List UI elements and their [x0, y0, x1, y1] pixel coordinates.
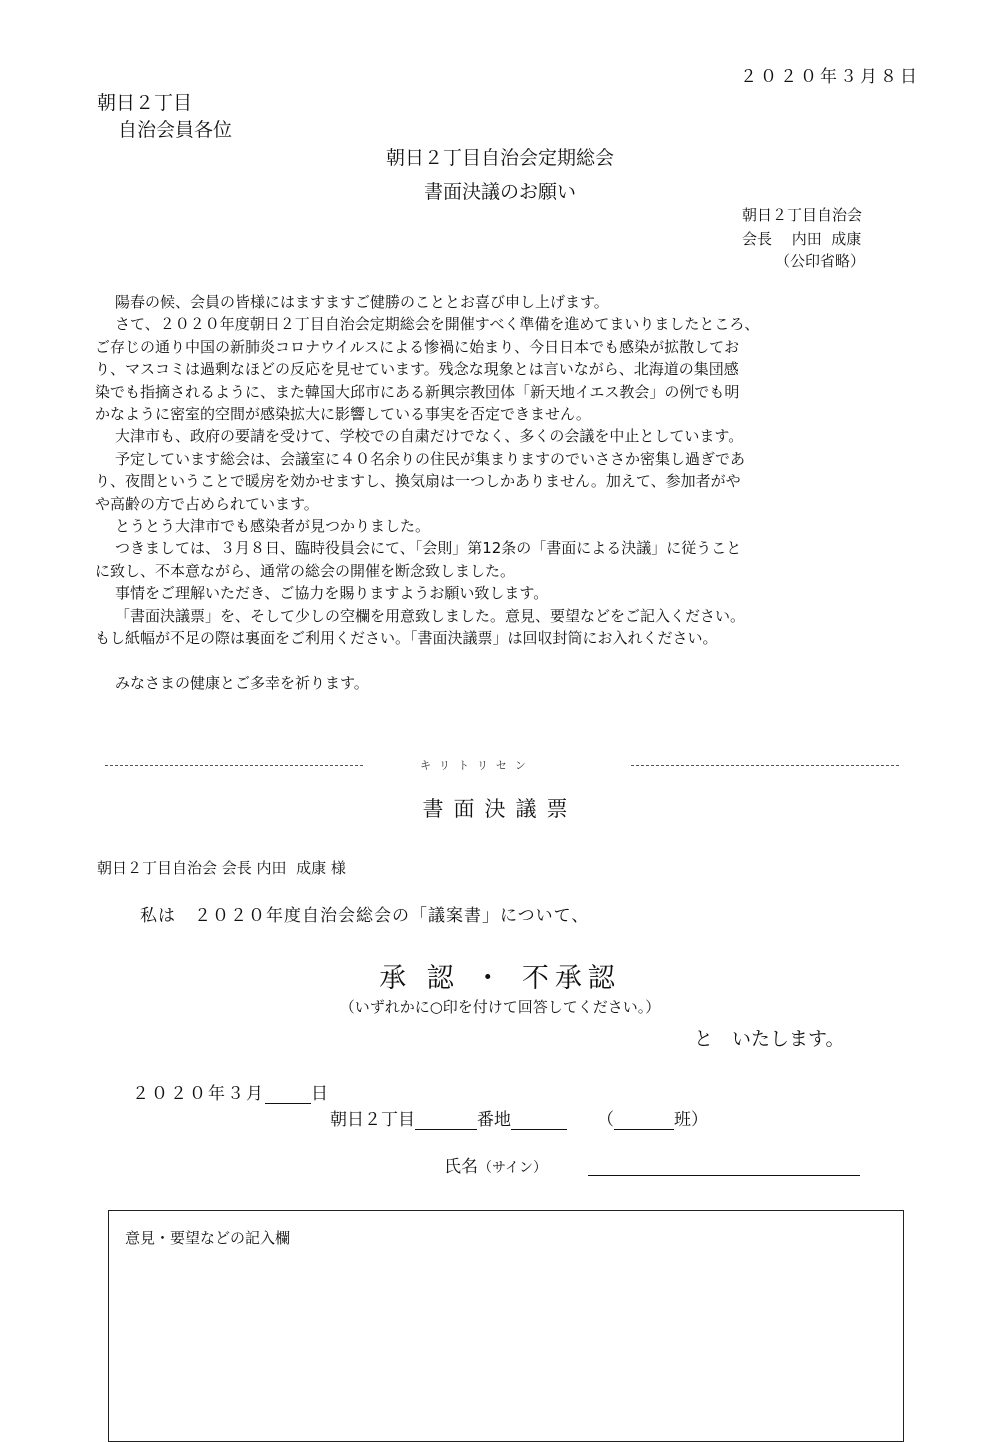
approval-choice[interactable]: 承 認 ・ 不承認 [379, 963, 621, 994]
body-line: り、マスコミは過剰なほどの反応を見せています。残念な現象とは言いながら、北海道の集団感 [95, 360, 739, 379]
date-prefix: ２０２０年３月 [132, 1084, 265, 1104]
paragraph-gap [95, 650, 915, 672]
body-line: さて、２０２０年度朝日２丁目自治会定期総会を開催すべく準備を進めてまいりましたところ、 [115, 315, 760, 334]
body-line: かなように密室的空間が感染拡大に影響している事実を否定できません。 [95, 405, 591, 424]
document-date: ２０２０年３月８日 [740, 67, 920, 87]
body-line: 「書面決議票」を、そして少しの空欄を用意致しました。意見、要望などをご記入ください。 [115, 606, 746, 625]
ballot-addressee: 朝日２丁目自治会 会長 内田 成康 様 [97, 859, 346, 877]
body-line: ご存じの通り中国の新肺炎コロナウイルスによる惨禍に始まり、今日日本でも感染が拡散してお [95, 337, 740, 356]
body-line: に致し、不本意ながら、通常の総会の開催を断念致しました。 [95, 561, 516, 580]
seal-note: （公印省略） [775, 252, 866, 270]
closing-line: みなさまの健康とご多幸を祈ります。 [115, 673, 369, 692]
paren-open: （ [597, 1110, 614, 1130]
sender-organization: 朝日２丁目自治会 [742, 206, 863, 224]
letter-body [95, 291, 915, 694]
date-suffix: 日 [311, 1084, 330, 1104]
han-label: 班） [674, 1110, 708, 1130]
body-line: 予定しています総会は、会議室に４０名余りの住民が集まりますのでいささか密集し過ぎであ [115, 449, 746, 468]
body-line: 陽春の候、会員の皆様にはますますご健勝のこととお喜び申し上げます。 [115, 293, 609, 311]
address-prefix: 朝日２丁目 [330, 1110, 415, 1130]
ballot-title: 書面決議票 [422, 797, 578, 821]
document-title: 朝日２丁目自治会定期総会 [385, 147, 614, 169]
sign-hint: （サイン） [478, 1160, 548, 1176]
body-line: もし紙幅が不足の際は裏面をご利用ください。「書面決議票」は回収封筒にお入れください。 [95, 629, 718, 648]
recipient-area: 朝日２丁目 [97, 92, 193, 114]
recipient-group: 自治会員各位 [118, 119, 233, 141]
body-line: 事情をご理解いただき、ご協力を賜りますようお願い致します。 [115, 584, 549, 603]
body-line: や高齢の方で占められています。 [95, 494, 319, 513]
block-number-field[interactable] [415, 1109, 477, 1130]
sender-name: 会長 内田 成康 [742, 230, 862, 248]
body-line: り、夜間ということで暖房を効かせますし、換気扇は一つしかありません。加えて、参加者がや [95, 472, 741, 491]
body-line: とうとう大津市でも感染者が見つかりました。 [115, 517, 431, 536]
document-subtitle: 書面決議のお願い [423, 181, 576, 203]
signature-line [444, 1152, 547, 1177]
cut-line-left [105, 765, 363, 766]
ballot-conclusion: と いたします。 [694, 1028, 845, 1050]
ballot-date [132, 1079, 330, 1104]
day-blank-field[interactable] [265, 1083, 311, 1104]
body-line: 大津市も、政府の要請を受けて、学校での自粛だけでなく、多くの会議を中止としています。 [115, 427, 744, 446]
ballot-statement: 私は ２０２０年度自治会総会の「議案書」について、 [140, 906, 590, 926]
choice-instruction: （いずれかに○印を付けて回答してください。） [339, 998, 661, 1016]
banchi-number-field[interactable] [511, 1109, 567, 1130]
han-number-field[interactable] [614, 1109, 674, 1130]
comment-box[interactable] [108, 1210, 904, 1442]
banchi-label: 番地 [477, 1110, 511, 1130]
cut-line-right [631, 765, 899, 766]
signature-field[interactable] [588, 1175, 860, 1176]
cut-line-label: キリトリセン [420, 759, 534, 772]
address-line [330, 1105, 708, 1130]
body-line: 染でも指摘されるように、また韓国大邱市にある新興宗教団体「新天地イエス教会」の例でも明 [95, 382, 740, 401]
name-label: 氏名 [444, 1157, 478, 1177]
comment-label: 意見・要望などの記入欄 [125, 1229, 291, 1247]
body-line: つきましては、３月８日、臨時役員会にて、「会則」第12条の「書面による決議」に従うこと [115, 539, 742, 558]
